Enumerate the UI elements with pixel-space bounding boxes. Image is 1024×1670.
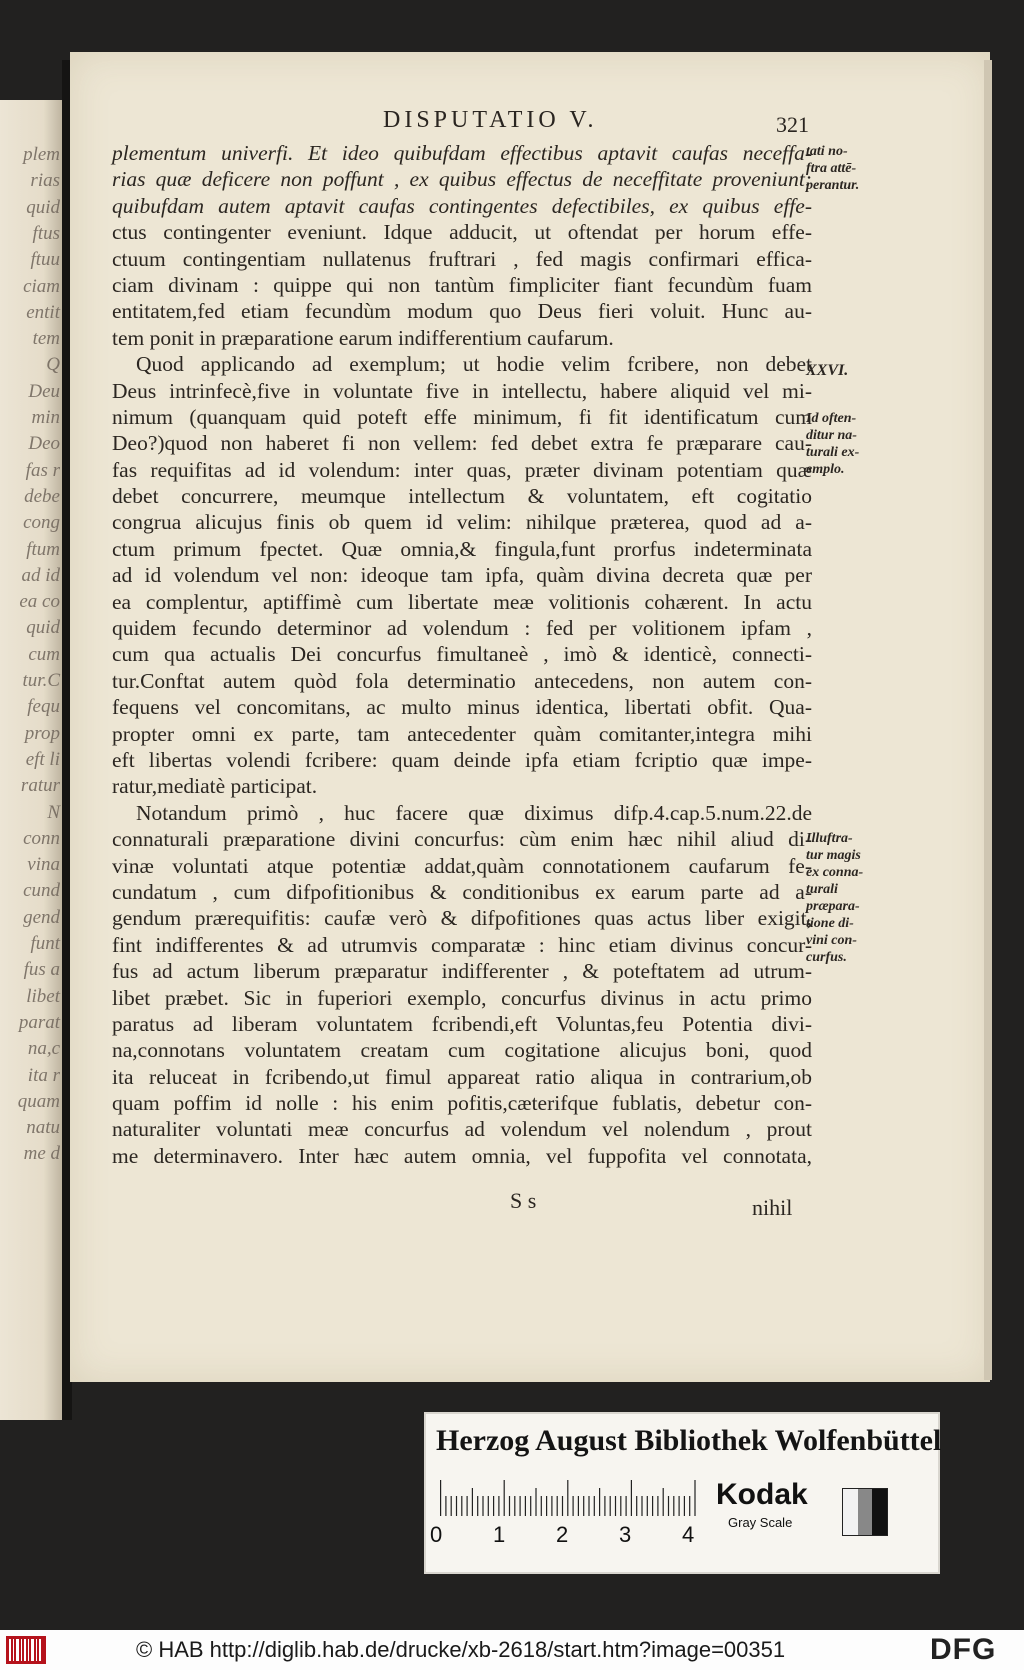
- text-line: Deus intrinfecè,five in voluntate five in intellectu, habere aliquid vel mi-: [112, 378, 812, 403]
- text-line: propter omni ex parte, tam antecedenter quàm comitanter,integra mihi: [112, 721, 812, 746]
- text-line: vinæ voluntati atque potentiæ addat,quàm connotationem caufarum fe-: [112, 853, 812, 878]
- ruler-tick: [641, 1496, 642, 1516]
- margin-note-line: perantur.: [806, 178, 860, 193]
- text-line: ratur,mediatè participat.: [112, 774, 318, 799]
- facing-page-fragment: fas r: [25, 459, 60, 481]
- ruler-tick: [626, 1496, 627, 1516]
- text-line: gendum prærequifitis: caufæ verò & difpofitiones quas actus liber exigit,: [112, 906, 812, 931]
- facing-page-fragment: funt: [30, 933, 60, 954]
- text-line: Quod applicando ad exemplum; ut hodie velim fcribere, non debet: [136, 352, 812, 377]
- margin-note-line: emplo.: [806, 462, 845, 477]
- signature-mark: S s: [510, 1188, 537, 1213]
- facing-page-fragment: ad id: [21, 564, 60, 586]
- text-line: fint indifferentes & ad utrumvis comparatæ : hinc etiam divinus concur-: [112, 932, 812, 957]
- facing-page-fragment: ftum: [26, 538, 60, 560]
- facing-page-fragment: fus a: [23, 959, 60, 981]
- ruler-tick: [636, 1496, 637, 1516]
- text-line: tur.Conftat autem quòd fola determinatio antecedens, non autem con-: [112, 668, 812, 693]
- ruler-tick: [541, 1496, 542, 1516]
- facing-page-fragment: ratur: [20, 775, 60, 797]
- margin-note-line: vini con-: [806, 933, 857, 948]
- margin-note-line: ftra attē-: [806, 161, 857, 176]
- facing-page-fragment: quam: [17, 1090, 60, 1112]
- facing-page-fragment: cund: [23, 880, 60, 902]
- ruler-tick: [504, 1480, 505, 1516]
- facing-page-fragment: Q: [46, 354, 60, 376]
- text-line: ea complentur, aptiffimè cum libertate meæ volitionis cohærent. In actu: [112, 589, 812, 614]
- ruler-tick: [583, 1496, 584, 1516]
- facing-page-fragment: rias: [30, 170, 60, 192]
- ruler-tick: [631, 1480, 632, 1516]
- ruler-tick: [557, 1496, 558, 1516]
- facing-page-fragment: ita r: [27, 1064, 60, 1086]
- facing-page-fragment: plem: [23, 144, 60, 165]
- facing-page-fragment: min: [31, 407, 60, 428]
- margin-note-line: curfus.: [806, 950, 847, 965]
- catchword: nihil: [752, 1195, 793, 1220]
- ruler-tick: [684, 1496, 685, 1516]
- margin-note-3: [806, 830, 894, 966]
- facing-page-fragment: ea co: [19, 591, 60, 613]
- ruler-tick: [445, 1496, 446, 1516]
- viewer-footer-bar: [0, 1630, 1024, 1670]
- facing-page-fragment: tur.C: [22, 670, 60, 691]
- ruler-tick: [551, 1496, 552, 1516]
- ruler-tick: [620, 1496, 621, 1516]
- library-name: Herzog August Bibliothek Wolfenbüttel: [436, 1424, 942, 1457]
- ruler-tick: [615, 1496, 616, 1516]
- margin-note-line: præpara-: [806, 899, 860, 914]
- text-line: plementum univerfi. Et ideo quibufdam effectibus aptavit caufas neceffa-: [112, 141, 812, 165]
- ruler-tick: [610, 1496, 611, 1516]
- ruler-tick: [578, 1496, 579, 1516]
- text-line: ita reluceat in fcribendo,ut fimul appareat ratio aliqua in contrarium,ob: [112, 1064, 812, 1089]
- text-line: ad id volendum vel non: ideoque tam ipfa, quàm divina decreta quæ per: [112, 563, 812, 588]
- ruler-tick: [472, 1488, 473, 1516]
- ruler-tick: [689, 1496, 690, 1516]
- margin-note-line: tur magis: [806, 848, 861, 863]
- margin-note-line: Illuftra-: [806, 831, 853, 846]
- ruler-number: 2: [556, 1522, 569, 1547]
- ruler-tick: [594, 1496, 595, 1516]
- dfg-logo: DFG: [930, 1633, 997, 1666]
- text-line: nimum (quanquam quid poteft effe minimum, fi fit identificatum cum: [112, 404, 812, 429]
- ruler-tick: [440, 1480, 441, 1516]
- ruler-tick: [647, 1496, 648, 1516]
- facing-page-fragment: cong: [23, 512, 60, 534]
- facing-page-fragment: ciam: [23, 275, 60, 297]
- ruler-tick: [477, 1496, 478, 1516]
- library-color-card: [424, 1412, 940, 1574]
- facing-page-fragment: entit: [26, 301, 60, 323]
- facing-page-fragment: ftus: [32, 222, 60, 244]
- ruler-tick: [652, 1496, 653, 1516]
- margin-note-line: ex conna-: [806, 865, 864, 880]
- facing-page-fragment: libet: [26, 985, 60, 1007]
- ruler-tick: [535, 1488, 536, 1516]
- text-line: congrua alicujus finis ob quem id velim: nihilque præterea, quod ad a-: [112, 510, 812, 535]
- facing-page-fragment: fequ: [27, 696, 60, 718]
- ruler-number: 4: [682, 1522, 695, 1547]
- text-line: Notandum primò , huc facere quæ diximus difp.4.cap.5.num.22.de: [136, 800, 812, 825]
- gray-scale-label: Gray Scale: [728, 1515, 793, 1530]
- text-line: quibufdam autem aptavit caufas contingentes defectibiles, ex quibus effe-: [112, 193, 812, 218]
- facing-page-fragment: debe: [24, 485, 60, 507]
- text-line: fas requifitas ad id volendum: inter quas, præter divinam potentiam quæ: [112, 457, 812, 482]
- ruler-tick: [509, 1496, 510, 1516]
- ruler-tick: [530, 1496, 531, 1516]
- facing-page-fragment: vina: [27, 854, 60, 876]
- ruler-tick: [467, 1496, 468, 1516]
- facing-page-fragment: tem: [32, 328, 60, 350]
- text-line: entitatem,fed etiam fecundùm modum quo Deus fieri voluit. Hunc au-: [112, 299, 812, 324]
- text-line: me determinavero. Inter hæc autem omnia, vel fuppofita vel connotata,: [112, 1143, 812, 1168]
- facing-page: [0, 100, 62, 1420]
- page-edge: [984, 60, 992, 1380]
- text-line: ciam divinam : quippe qui non tantùm fimpliciter fiant fecundùm fuam: [112, 272, 812, 297]
- margin-note-section-number: [806, 362, 894, 379]
- margin-note-line: tati no-: [806, 144, 848, 159]
- facing-page-fragment: cum: [28, 643, 60, 665]
- ruler-tick: [663, 1488, 664, 1516]
- text-line: connaturali præparatione divini concurfus: cùm enim hæc nihil aliud di-: [112, 827, 812, 852]
- running-title: DISPUTATIO V.: [383, 107, 598, 133]
- page-number: 321: [776, 112, 809, 137]
- ruler-tick: [588, 1496, 589, 1516]
- ruler-tick: [546, 1496, 547, 1516]
- barcode-icon: [6, 1636, 46, 1664]
- text-line: na,connotans voluntatem creatam cum cogitatione alicujus boni, quod: [112, 1038, 812, 1063]
- ruler-tick: [520, 1496, 521, 1516]
- facing-page-fragment: Deu: [28, 380, 60, 402]
- ruler-tick: [668, 1496, 669, 1516]
- facing-page-fragment: conn: [23, 827, 60, 849]
- facing-page-fragment: me d: [23, 1143, 60, 1165]
- ruler-tick: [525, 1496, 526, 1516]
- margin-note-line: tione di-: [806, 916, 854, 931]
- margin-note-line: Id often-: [806, 411, 857, 426]
- ruler-tick: [604, 1496, 605, 1516]
- ruler-tick: [514, 1496, 515, 1516]
- facing-page-fragment: eft li: [25, 748, 60, 770]
- gray-swatch: [842, 1488, 888, 1536]
- text-line: ctum primum fpectet. Quæ omnia,& fingula,funt prorfus indeterminata: [112, 536, 812, 561]
- text-line: tem ponit in præparatione earum indifferentium caufarum.: [112, 325, 614, 350]
- facing-page-fragment: Deo: [28, 433, 60, 455]
- ruler-tick: [461, 1496, 462, 1516]
- ruler-tick: [673, 1496, 674, 1516]
- text-line: cum qua actualis Dei concurfus fimultaneè , imò & identicè, connecti-: [112, 642, 812, 667]
- text-line: debet concurrere, meumque intellectum & voluntatem, eft cogitatio: [112, 484, 812, 509]
- facing-page-fragment: quid: [26, 617, 60, 639]
- ruler-tick: [451, 1496, 452, 1516]
- text-line: quidem fecundo determinor ad volendum : fed per volitionem ipfam ,: [112, 616, 812, 641]
- ruler-tick: [694, 1480, 695, 1516]
- margin-note-line: XXVI.: [806, 362, 849, 379]
- text-line: rias quæ deficere non poffunt , ex quibus effectus de neceffitate proveniunt:: [112, 167, 812, 192]
- facing-page-fragment: na,c: [27, 1038, 60, 1060]
- ruler-tick: [567, 1480, 568, 1516]
- facing-page-fragment: prop: [24, 722, 60, 744]
- ruler-tick: [493, 1496, 494, 1516]
- text-line: naturaliter voluntati meæ concurfus ad volendum vel nolendum , prout: [112, 1117, 812, 1142]
- text-line: ctuum contingentiam nullatenus fruftrari , fed magis confirmari effica-: [112, 246, 812, 271]
- ruler-tick: [456, 1496, 457, 1516]
- ruler-tick: [599, 1488, 600, 1516]
- facing-page-fragment: gend: [23, 906, 60, 928]
- ruler-tick: [679, 1496, 680, 1516]
- margin-note-line: ditur na-: [806, 428, 857, 443]
- kodak-logo: Kodak: [716, 1478, 808, 1511]
- text-line: libet præbet. Sic in fuperiori exemplo, concurfus divinus in actu primo: [112, 985, 812, 1010]
- ruler-tick: [482, 1496, 483, 1516]
- margin-note-1: [806, 143, 894, 194]
- text-line: quam poffim id nolle : his enim pofitis,cæterifque fublatis, debetur con-: [112, 1091, 812, 1116]
- ruler-tick: [488, 1496, 489, 1516]
- ruler-tick: [562, 1496, 563, 1516]
- facing-page-fragment: natu: [26, 1117, 60, 1139]
- margin-note-line: turali: [806, 882, 838, 897]
- text-line: cundatum , cum difpofitionibus & conditionibus ex earum parte ad a-: [112, 879, 812, 904]
- facing-page-fragment: ftuu: [30, 249, 60, 271]
- ruler-scale: [436, 1476, 702, 1516]
- text-line: fus ad actum liberum præparatur indifferenter , & poteftatem ad utrum-: [112, 959, 812, 984]
- ruler-tick: [657, 1496, 658, 1516]
- text-line: eft libertas volendi fcribere: quam deinde ipfa etiam fcriptio quæ impe-: [112, 747, 812, 772]
- body-text: [112, 140, 812, 1169]
- text-line: Deo?)quod non haberet fi non vellem: fed debet extra fe præparare cau-: [112, 431, 812, 456]
- ruler-number: 1: [493, 1522, 506, 1547]
- copyright-url[interactable]: © HAB http://diglib.hab.de/drucke/xb-2618/start.htm?image=00351: [136, 1637, 786, 1662]
- facing-page-fragment: quid: [26, 196, 60, 218]
- text-line: ctus contingenter eveniunt. Idque adducit, ut oftendat per horum effe-: [112, 220, 812, 245]
- text-line: paratus ad liberam voluntatem fcribendi,eft Voluntas,feu Potentia divi-: [112, 1011, 812, 1036]
- ruler-number: 0: [430, 1522, 443, 1547]
- margin-note-2: [806, 410, 894, 478]
- margin-note-line: turali ex-: [806, 445, 860, 460]
- ruler-number: 3: [619, 1522, 632, 1547]
- ruler-tick: [498, 1496, 499, 1516]
- text-line: fequens vel concomitans, ac multo minus identica, libertati obfit. Qua-: [112, 695, 812, 720]
- ruler-tick: [573, 1496, 574, 1516]
- facing-page-fragment: parat: [18, 1011, 60, 1033]
- facing-page-fragment: N: [47, 801, 60, 823]
